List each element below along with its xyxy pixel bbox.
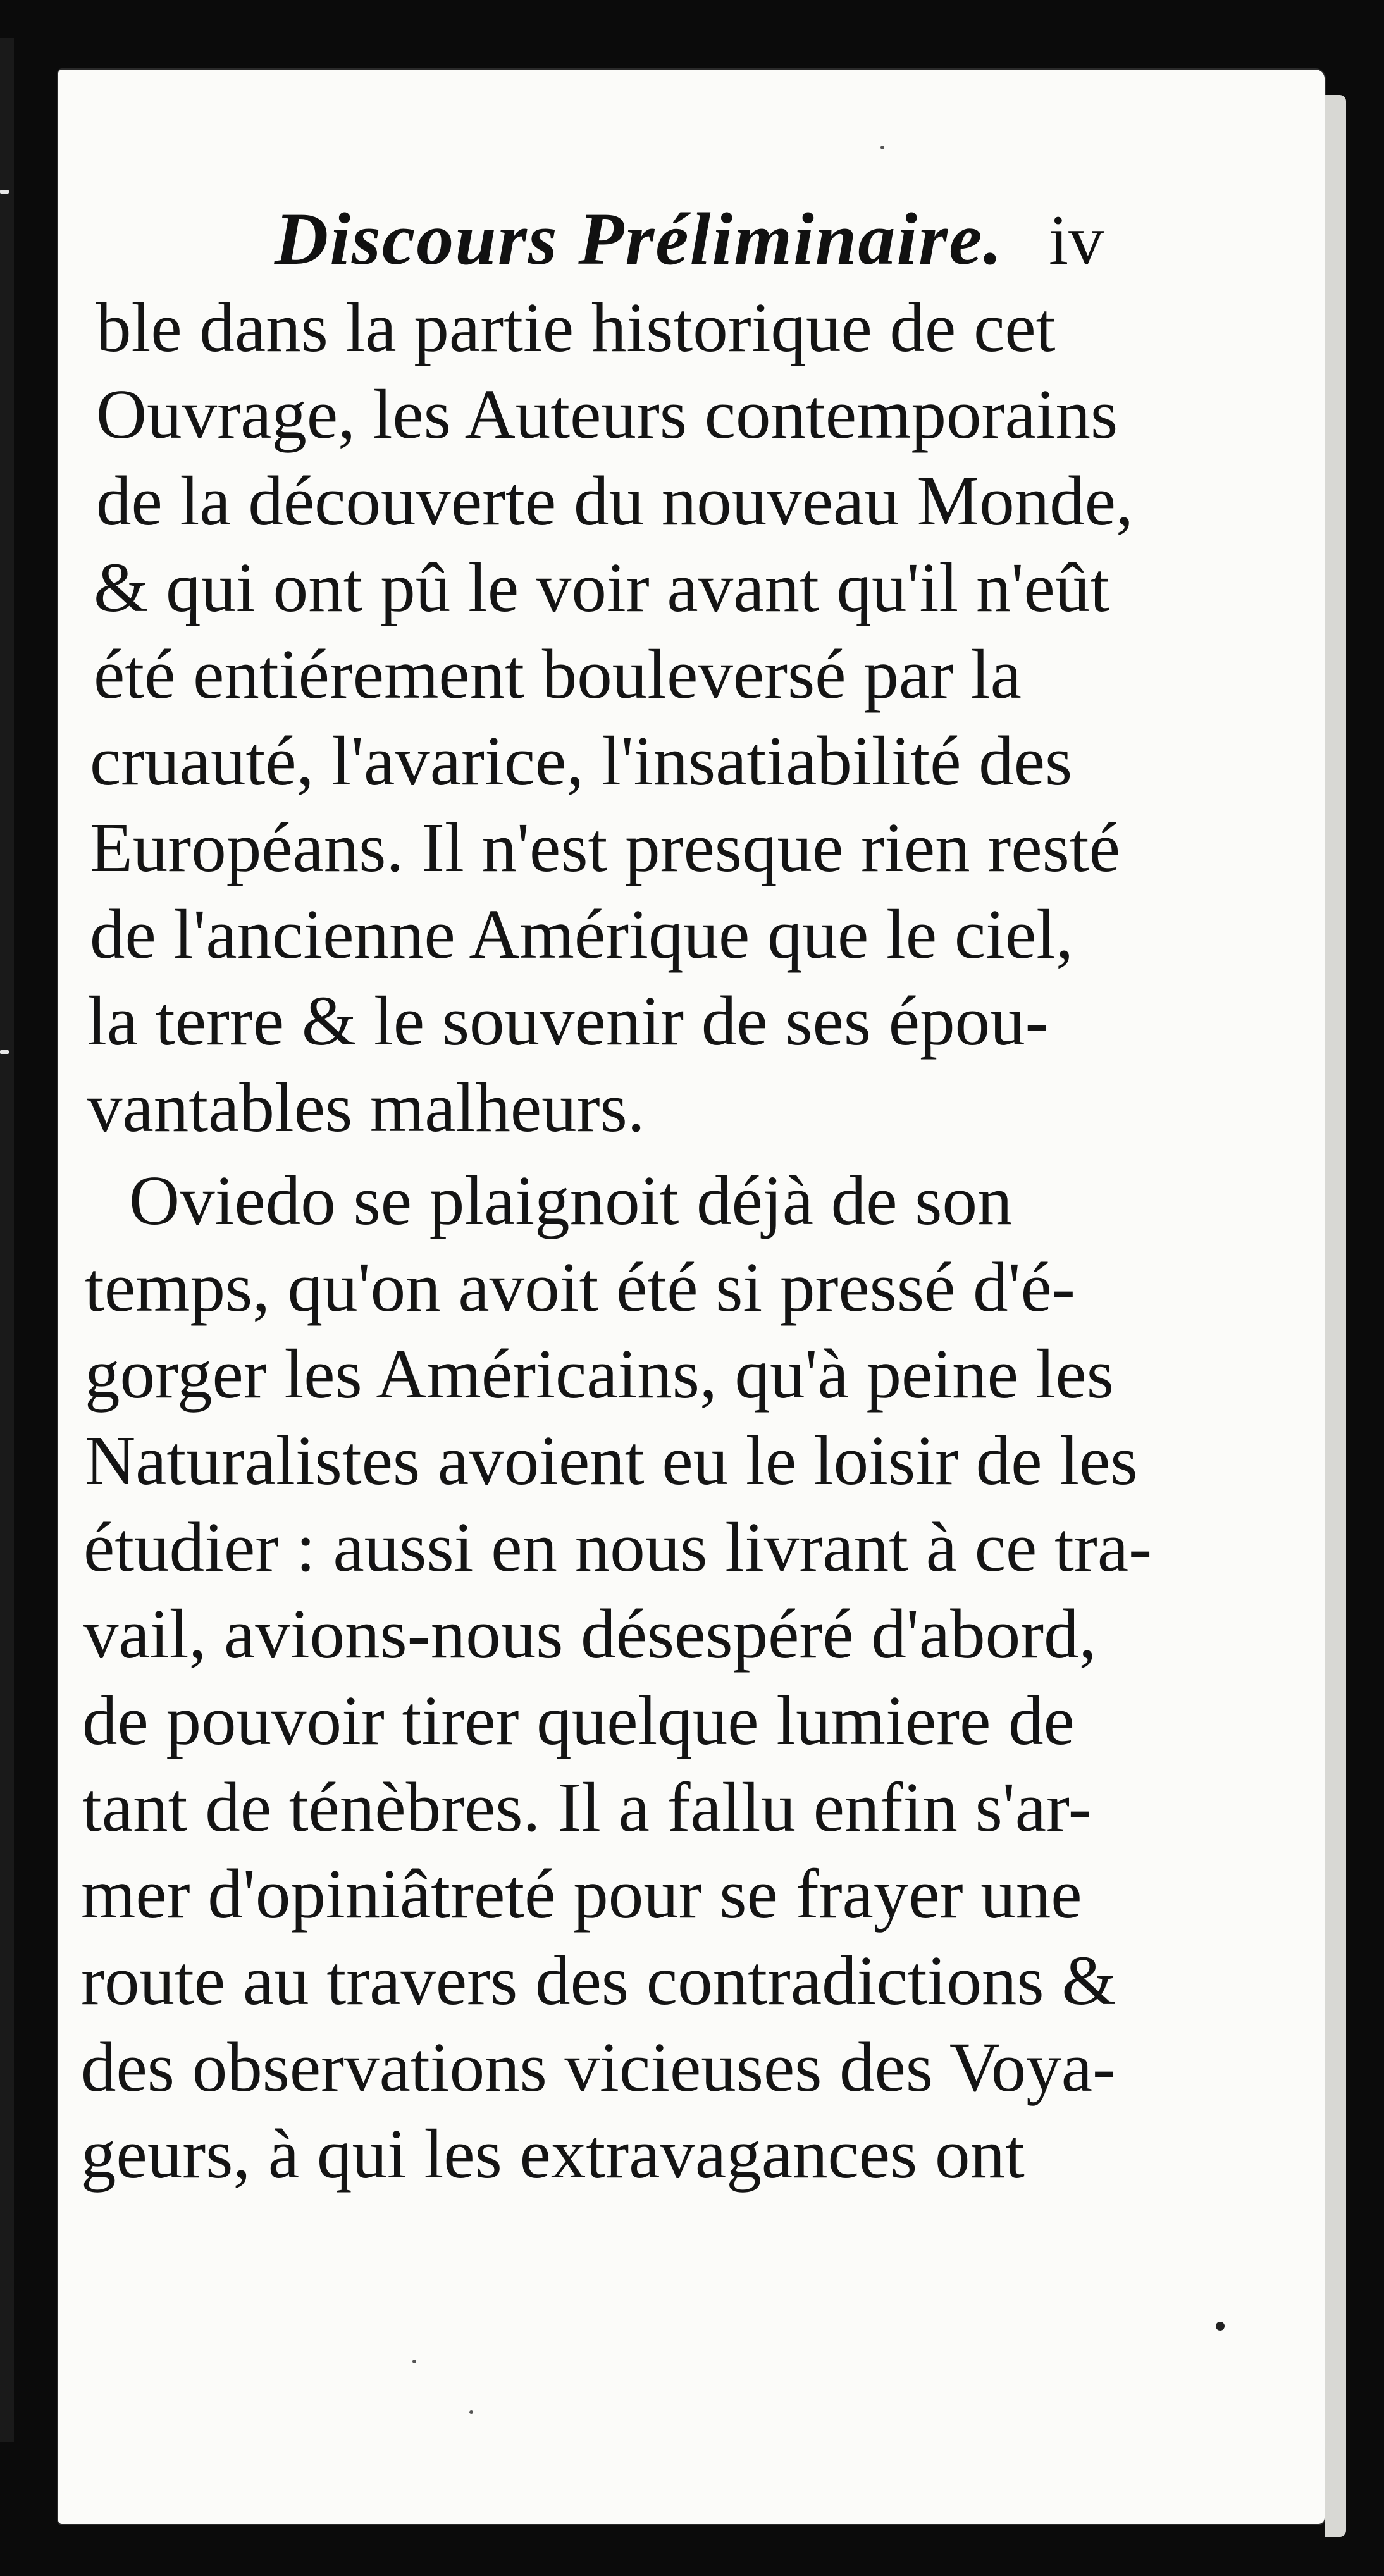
text-line: vail, avions-nous désespéré d'abord, bbox=[83, 1595, 1097, 1673]
paragraph-2 bbox=[71, 1158, 1197, 2198]
text-line: Oviedo se plaignoit déjà de son bbox=[129, 1162, 1013, 1240]
text-line: cruauté, l'avarice, l'insatiabilité des bbox=[90, 722, 1073, 800]
text-line: mer d'opiniâtreté pour se frayer une bbox=[81, 1855, 1082, 1933]
running-title: Discours Préliminaire. bbox=[275, 197, 1003, 280]
ink-speck bbox=[469, 2410, 473, 2414]
text-line: vantables malheurs. bbox=[87, 1069, 645, 1147]
edge-mark bbox=[0, 1050, 9, 1054]
text-line: Ouvrage, les Auteurs contemporains bbox=[96, 376, 1118, 454]
text-line: geurs, à qui les extravagances ont bbox=[81, 2115, 1025, 2193]
ink-speck bbox=[412, 2360, 416, 2363]
text-line: de pouvoir tirer quelque lumiere de bbox=[82, 1682, 1075, 1760]
paragraph-1 bbox=[71, 285, 1197, 1151]
text-line: la terre & le souvenir de ses épou- bbox=[87, 982, 1049, 1060]
book-page bbox=[58, 70, 1325, 2524]
text-line: route au travers des contradictions & bbox=[81, 1942, 1116, 2020]
scan-binding-edge bbox=[0, 38, 14, 2442]
text-line: Naturalistes avoient eu le loisir de les bbox=[85, 1422, 1138, 1500]
text-line: gorger les Américains, qu'à peine les bbox=[85, 1335, 1114, 1413]
body-text bbox=[71, 285, 1197, 2198]
text-line: temps, qu'on avoit été si pressé d'é- bbox=[85, 1249, 1075, 1327]
ink-speck bbox=[880, 146, 884, 149]
ink-speck bbox=[1216, 2322, 1225, 2331]
text-line: ble dans la partie historique de cet bbox=[96, 289, 1056, 367]
page-header bbox=[58, 70, 1325, 278]
text-line: été entiérement bouleversé par la bbox=[94, 636, 1022, 714]
text-line: tant de ténèbres. Il a fallu enfin s'ar- bbox=[82, 1769, 1092, 1847]
text-line: étudier : aussi en nous livrant à ce tra- bbox=[83, 1509, 1152, 1587]
text-line: de l'ancienne Amérique que le ciel, bbox=[90, 896, 1073, 974]
text-line: des observations vicieuses des Voya- bbox=[81, 2029, 1116, 2107]
edge-mark bbox=[0, 190, 9, 194]
text-line: de la découverte du nouveau Monde, bbox=[96, 462, 1134, 540]
paragraph-gap bbox=[71, 1151, 1197, 1158]
text-line: Européans. Il n'est presque rien resté bbox=[90, 809, 1120, 887]
text-line: & qui ont pû le voir avant qu'il n'eût bbox=[94, 549, 1110, 627]
page-number: iv bbox=[1049, 201, 1104, 280]
